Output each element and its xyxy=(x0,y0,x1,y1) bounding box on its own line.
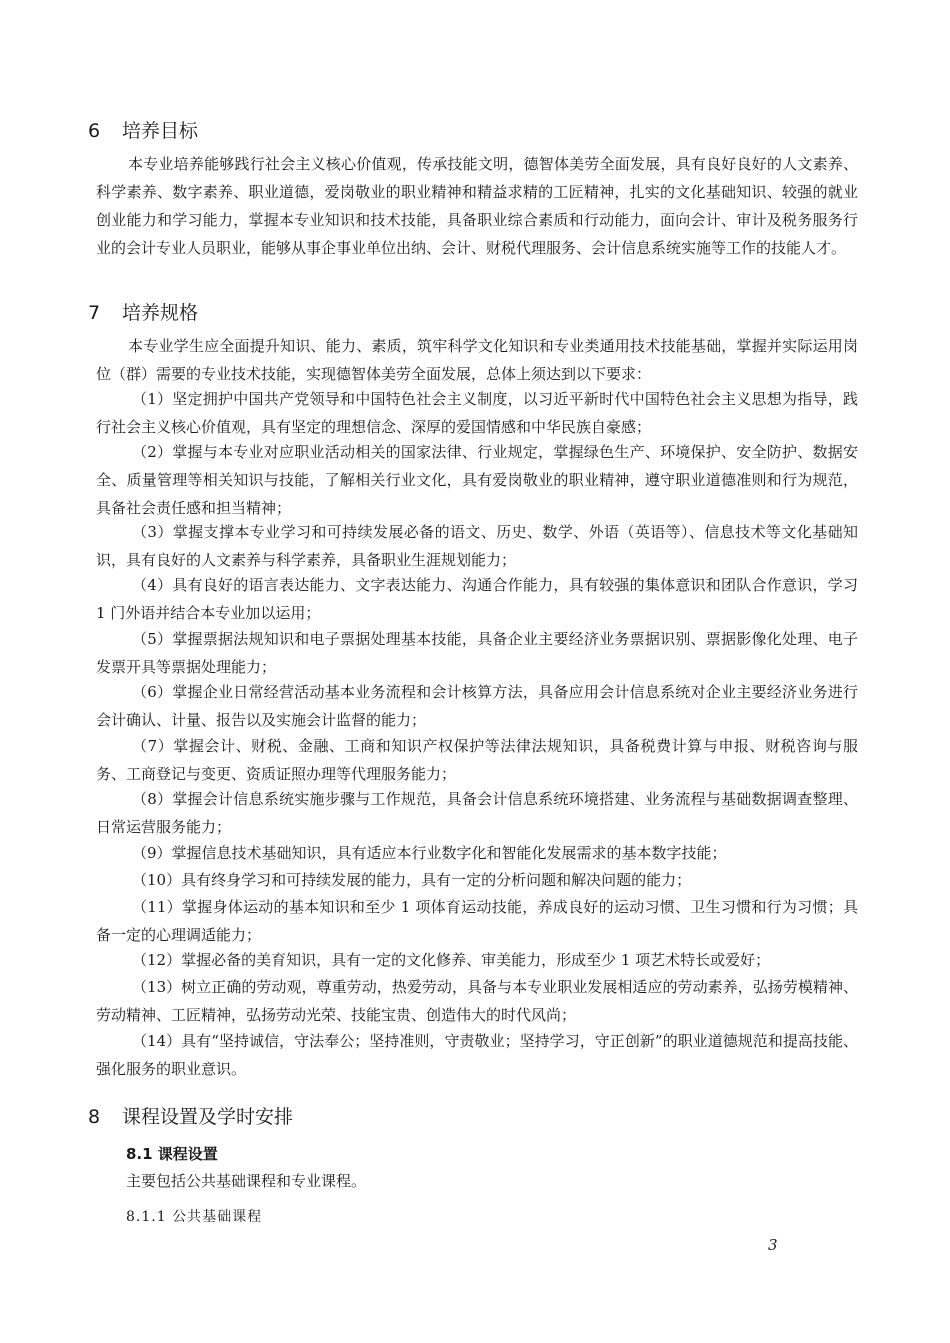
requirement-item: （4）具有良好的语言表达能力、文字表达能力、沟通合作能力，具有较强的集体意识和团队合作意识，学习 1 门外语并结合本专业加以运用； xyxy=(96,576,858,622)
requirement-item: （14）具有“坚持诚信，守法奉公；坚持准则，守责敬业；坚持学习，守正创新”的职业道德规范和提高技能、强化服务的职业意识。 xyxy=(96,1032,858,1078)
requirement-item: （8）掌握会计信息系统实施步骤与工作规范，具备会计信息系统环境搭建、业务流程与基础数据调查整理、日常运营服务能力； xyxy=(96,790,858,836)
requirement-item: （1）坚定拥护中国共产党领导和中国特色社会主义制度，以习近平新时代中国特色社会主义思想为指导，践行社会主义核心价值观，具有坚定的理想信念、深厚的爱国情感和中华民族自豪感； xyxy=(96,390,858,436)
section-8-number: 8 xyxy=(88,1106,101,1128)
subsection-8-1-1-title: 8.1.1 公共基础课程 xyxy=(126,1209,263,1225)
requirement-item: （10）具有终身学习和可持续发展的能力，具有一定的分析问题和解决问题的能力； xyxy=(132,871,692,889)
section-8-heading xyxy=(88,1102,293,1129)
page-number: 3 xyxy=(768,1236,778,1254)
subsection-8-1-text: 主要包括公共基础课程和专业课程。 xyxy=(126,1172,367,1190)
section-7-heading xyxy=(88,298,198,325)
section-6-title: 培养目标 xyxy=(122,120,199,142)
requirement-item: （13）树立正确的劳动观，尊重劳动，热爱劳动，具备与本专业职业发展相适应的劳动素养，弘扬劳模精神、劳动精神、工匠精神，弘扬劳动光荣、技能宝贵、创造伟大的时代风尚； xyxy=(96,978,858,1024)
requirement-item: （6）掌握企业日常经营活动基本业务流程和会计核算方法，具备应用会计信息系统对企业主要经济业务进行会计确认、计量、报告以及实施会计监督的能力； xyxy=(96,683,858,729)
subsection-8-1-title: 8.1 课程设置 xyxy=(126,1145,218,1163)
section-6-paragraph: 本专业培养能够践行社会主义核心价值观，传承技能文明，德智体美劳全面发展，具有良好良好的人文素养、科学素养、数字素养、职业道德，爱岗敬业的职业精神和精益求精的工匠精神，扎实的文化基础知识、较强的就业创业能力和学习能力，掌握本专业知识和技术技能，具备职业综合素质和行动能力，面向会计、审计及税务服务行业的会计专业人员职业，能够从事企事业单位出纳、会计、财税代理服务、会计信息系统实施等工作的技能人才。 xyxy=(96,155,858,257)
requirement-item: （12）掌握必备的美育知识，具有一定的文化修养、审美能力，形成至少 1 项艺术特长或爱好； xyxy=(132,951,771,969)
section-8-title: 课程设置及学时安排 xyxy=(122,1106,294,1128)
requirement-item: （3）掌握支撑本专业学习和可持续发展必备的语文、历史、数学、外语（英语等）、信息技术等文化基础知识，具有良好的人文素养与科学素养，具备职业生涯规划能力； xyxy=(96,523,858,569)
requirement-item: （2）掌握与本专业对应职业活动相关的国家法律、行业规定，掌握绿色生产、环境保护、安全防护、数据安全、质量管理等相关知识与技能，了解相关行业文化，具有爱岗敬业的职业精神，遵守职业道德准则和行为规范，具备社会责任感和担当精神； xyxy=(96,443,858,517)
section-7-title: 培养规格 xyxy=(122,302,199,324)
requirement-item: （9）掌握信息技术基础知识，具有适应本行业数字化和智能化发展需求的基本数字技能； xyxy=(132,844,727,862)
section-6-number: 6 xyxy=(88,120,101,142)
requirement-item: （5）掌握票据法规知识和电子票据处理基本技能，具备企业主要经济业务票据识别、票据影像化处理、电子发票开具等票据处理能力； xyxy=(96,630,858,676)
section-6-heading xyxy=(88,116,198,143)
section-7-intro: 本专业学生应全面提升知识、能力、素质，筑牢科学文化知识和专业类通用技术技能基础，掌握并实际运用岗位（群）需要的专业技术技能，实现德智体美劳全面发展，总体上须达到以下要求： xyxy=(96,337,858,383)
requirement-item: （7）掌握会计、财税、金融、工商和知识产权保护等法律法规知识，具备税费计算与申报、财税咨询与服务、工商登记与变更、资质证照办理等代理服务能力； xyxy=(96,737,858,783)
requirement-item: （11）掌握身体运动的基本知识和至少 1 项体育运动技能，养成良好的运动习惯、卫生习惯和行为习惯；具备一定的心理调适能力； xyxy=(96,898,858,944)
section-7-number: 7 xyxy=(88,302,101,324)
